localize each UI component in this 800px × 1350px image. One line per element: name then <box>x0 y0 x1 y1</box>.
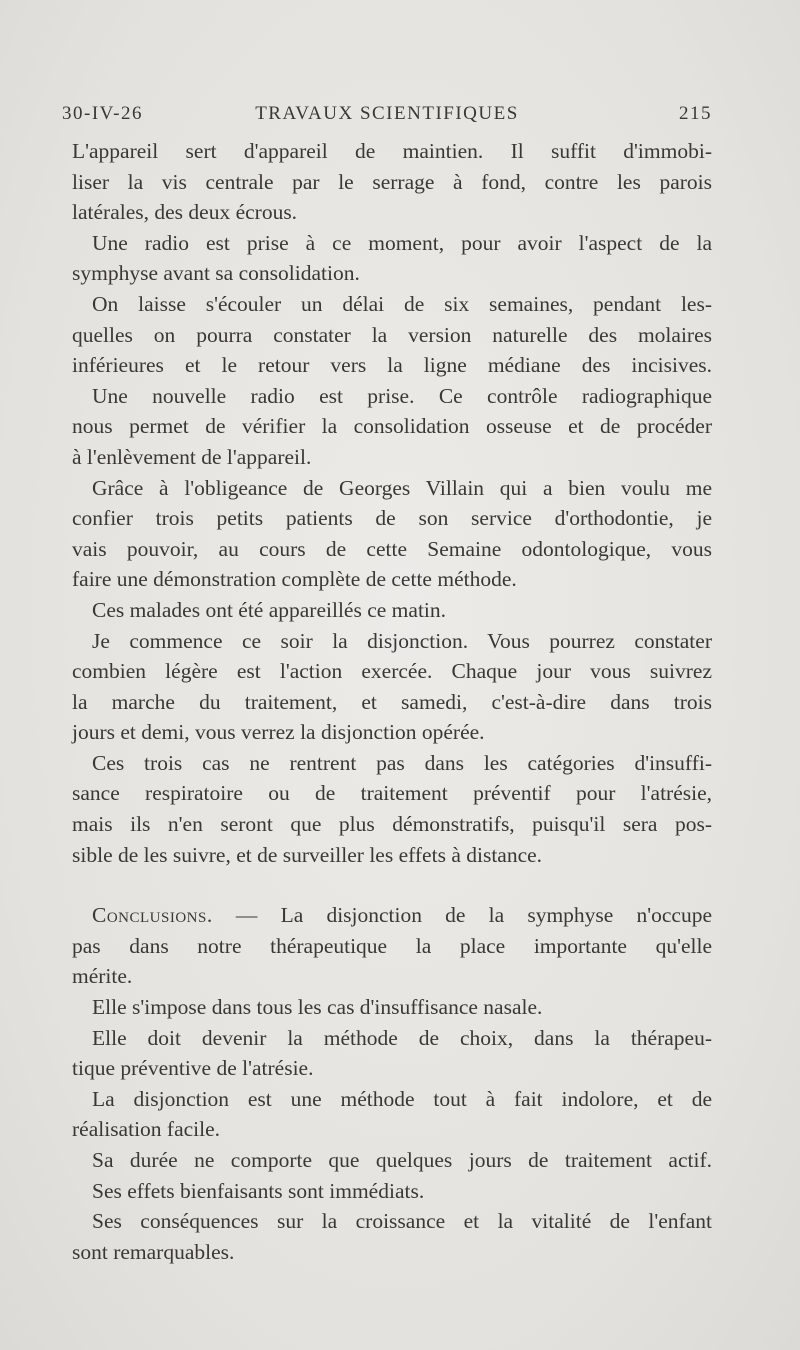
running-head <box>62 103 712 131</box>
text-line: liser la vis centrale par le serrage à fond, contre les parois <box>72 169 712 194</box>
text-line: Elle s'impose dans tous les cas d'insuffisance nasale. <box>92 995 543 1020</box>
text-line: Ces malades ont été appareillés ce matin. <box>92 597 447 622</box>
text-line: Une nouvelle radio est prise. Ce contrôle radiographique <box>92 383 712 408</box>
body-text <box>72 136 712 1267</box>
text-line: à l'enlèvement de l'appareil. <box>72 444 312 469</box>
text-line: mérite. <box>72 964 133 989</box>
text-line: Une radio est prise à ce moment, pour avoir l'aspect de la <box>92 230 712 255</box>
text-line: sance respiratoire ou de traitement préventif pour l'atrésie, <box>72 781 712 806</box>
text-line: Ces trois cas ne rentrent pas dans les catégories d'insuffi- <box>92 750 712 775</box>
text-line: vais pouvoir, au cours de cette Semaine odontologique, vous <box>72 536 712 561</box>
text-line: latérales, des deux écrous. <box>72 200 298 225</box>
text-line: On laisse s'écouler un délai de six semaines, pendant les- <box>92 291 712 316</box>
text-line: jours et demi, vous verrez la disjonction opérée. <box>72 720 485 745</box>
text-line: Sa durée ne comporte que quelques jours de traitement actif. <box>92 1148 712 1172</box>
text-line: sible de les suivre, et de surveiller les effets à distance. <box>72 842 543 867</box>
text-line: Grâce à l'obligeance de Georges Villain qui a bien voulu me <box>92 475 712 500</box>
text-line: Je commence ce soir la disjonction. Vous pourrez constater <box>92 628 712 653</box>
text-line: nous permet de vérifier la consolidation osseuse et de procéder <box>72 414 712 439</box>
text-line: mais ils n'en seront que plus démonstratifs, puisqu'il sera pos- <box>72 812 712 837</box>
text-line: combien légère est l'action exercée. Chaque jour vous suivrez <box>72 659 712 684</box>
text-line: sont remarquables. <box>72 1239 235 1264</box>
section-gap <box>72 870 712 900</box>
text-line: Ses effets bienfaisants sont immédiats. <box>92 1178 425 1203</box>
text-line: inférieures et le retour vers la ligne médiane des incisives. <box>72 353 712 378</box>
page-number: 215 <box>679 103 712 124</box>
text-line: la marche du traitement, et samedi, c'est-à-dire dans trois <box>72 689 712 714</box>
text-line: confier trois petits patients de son service d'orthodontie, je <box>72 506 712 531</box>
conclusions-first-line <box>72 900 712 931</box>
text-line: La disjonction est une méthode tout à fait indolore, et de <box>92 1086 712 1111</box>
running-head-date: 30-IV-26 <box>62 103 143 124</box>
text-line: faire une démonstration complète de cette méthode. <box>72 567 517 592</box>
text-line: Elle doit devenir la méthode de choix, dans la thérapeu- <box>92 1025 712 1050</box>
text-line: symphyse avant sa consolidation. <box>72 261 360 286</box>
conclusions-line-text: — La disjonction de la symphyse n'occupe <box>235 903 713 928</box>
text-line: Ses conséquences sur la croissance et la vitalité de l'enfant <box>92 1209 712 1234</box>
text-line: pas dans notre thérapeutique la place importante qu'elle <box>72 933 712 958</box>
running-head-title: TRAVAUX SCIENTIFIQUES <box>255 103 519 124</box>
text-line: réalisation facile. <box>72 1117 221 1142</box>
text-line: tique préventive de l'atrésie. <box>72 1056 314 1081</box>
conclusions-heading: Conclusions. <box>92 903 213 928</box>
text-line: L'appareil sert d'appareil de maintien. Il suffit d'immobi- <box>72 139 712 163</box>
text-line: quelles on pourra constater la version naturelle des molaires <box>72 322 712 347</box>
